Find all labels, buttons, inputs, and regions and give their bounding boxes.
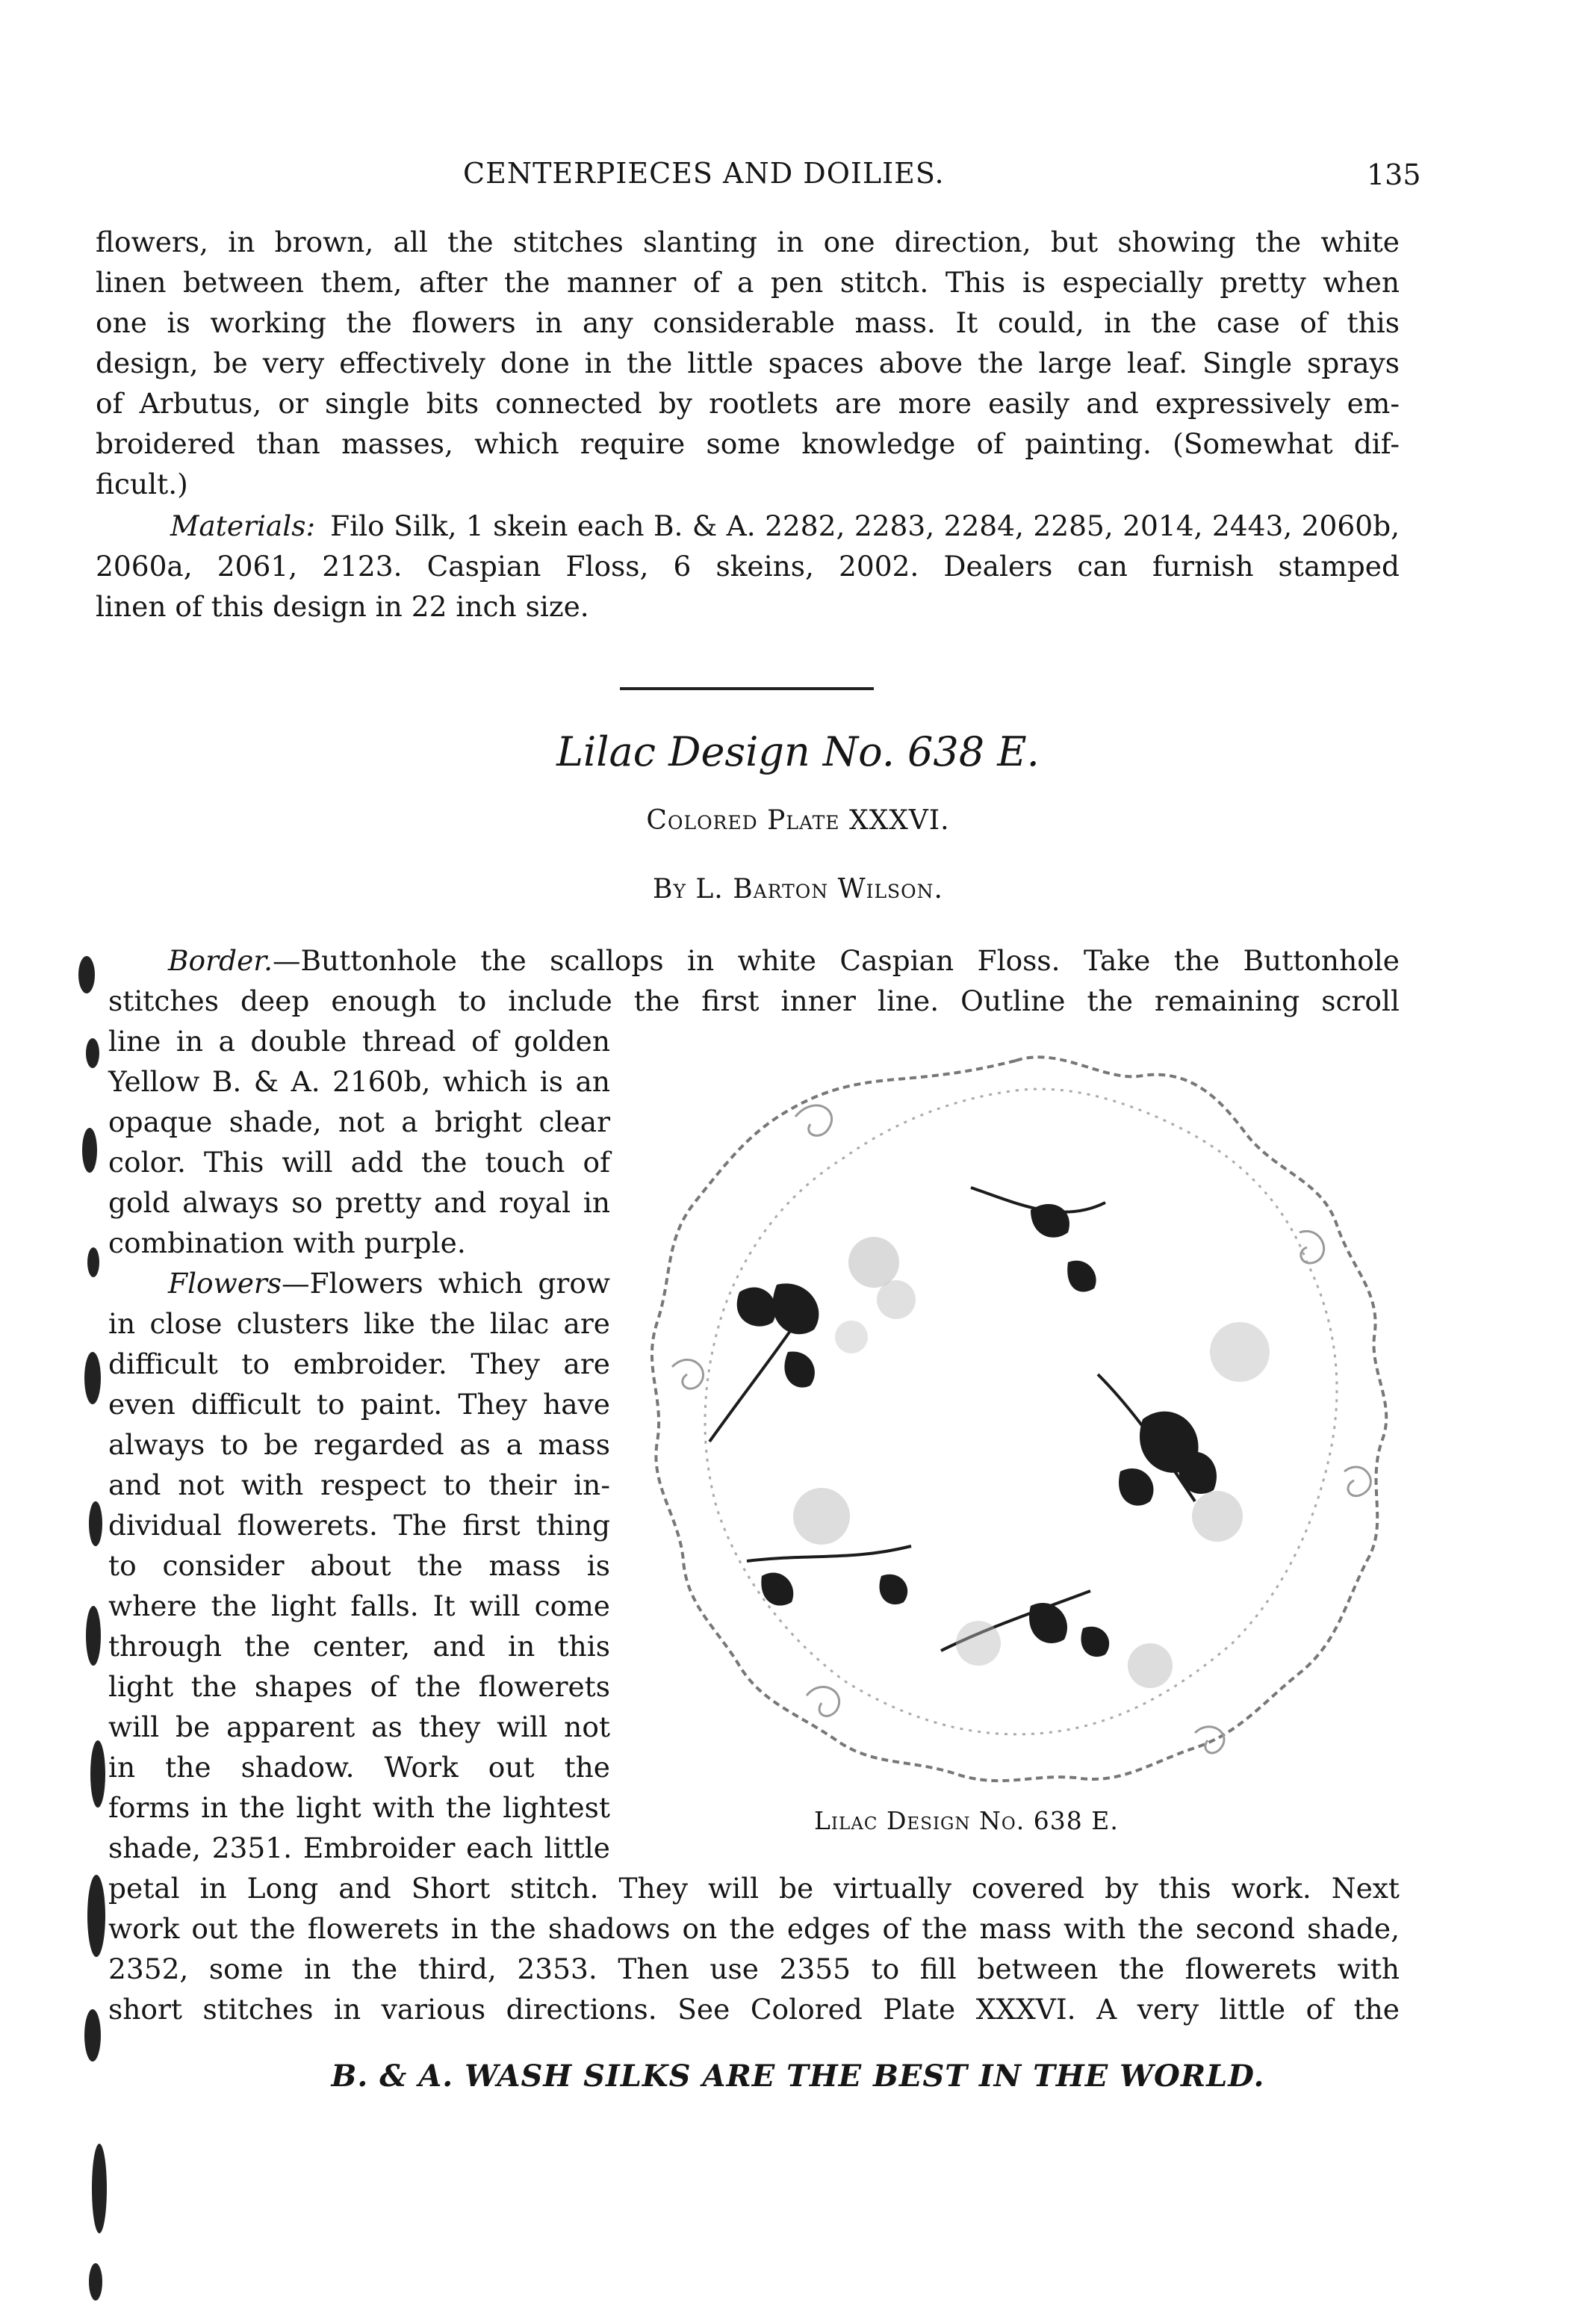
text-line: gold always so pretty and royal in [108,1186,610,1219]
text-line: broidered than masses, which require some knowledge of painting. (Somewhat dif- [96,427,1400,460]
design-title: Lilac Design No. 638 E. [556,728,1040,775]
text-line: linen between them, after the manner of a pen stitch. This is especially pretty when [96,266,1400,299]
scroll-ornaments [672,1105,1370,1753]
text-line: line in a double thread of golden [108,1025,610,1058]
text-line: design, be very effectively done in the little spaces above the large leaf. Single sprays [96,347,1400,379]
text-line: through the center, and in this [108,1630,610,1663]
text-line: even difficult to paint. They have [108,1388,610,1421]
text-line: —Flowers which grow [282,1267,610,1300]
text-line: in close clusters like the lilac are [108,1307,610,1340]
text-line: linen of this design in 22 inch size. [96,590,589,623]
section-divider [620,687,874,690]
running-header: CENTERPIECES AND DOILIES. [463,157,945,190]
doily-scalloped-border [652,1057,1386,1781]
text-line: forms in the light with the lightest [108,1791,610,1824]
text-line: flowers, in brown, all the stitches slanting in one direction, but showing the white [96,226,1400,258]
text-line: opaque shade, not a bright clear [108,1105,610,1138]
figure-caption: Lilac Design No. 638 E. [814,1806,1119,1835]
text-line: combination with purple. [108,1226,466,1259]
leaf-icon [1119,1468,1153,1506]
text-line: and not with respect to their in- [108,1468,610,1501]
text-line: short stitches in various directions. See Colored Plate XXXVI. A very little of the [108,1993,1400,2026]
flowers-label: Flowers [168,1267,282,1300]
text-line: petal in Long and Short stitch. They will be virtually covered by this work. Next [108,1872,1400,1905]
text-line: will be apparent as they will not [108,1710,610,1743]
text-line: work out the flowerets in the shadows on the edges of the mass with the second shade, [108,1912,1400,1945]
doily-inner-line [705,1089,1337,1734]
border-first-line [108,943,1400,978]
text-line: dividual flowerets. The first thing [108,1509,610,1542]
leaf-icon [1067,1261,1096,1292]
border-label: Border. [168,944,273,977]
text-line: of Arbutus, or single bits connected by rootlets are more easily and expressively em- [96,387,1400,420]
text-line: always to be regarded as a mass [108,1428,610,1461]
plate-caption: Colored Plate XXXVI. [646,805,950,836]
footer-motto: B. & A. WASH SILKS ARE THE BEST IN THE WORLD. [331,2059,1265,2094]
page-number: 135 [1367,158,1421,191]
text-line: where the light falls. It will come [108,1589,610,1622]
leaf-icon [1029,1603,1067,1643]
leaf-icon [761,1572,793,1605]
page-binding-edge [41,934,112,2311]
text-line: stitches deep enough to include the first inner line. Outline the remaining scroll [108,984,1400,1017]
leaf-icon [879,1575,907,1604]
text-line: 2060a, 2061, 2123. Caspian Floss, 6 skeins, 2002. Dealers can furnish stamped [96,550,1400,583]
text-line: to consider about the mass is [108,1549,610,1582]
text-line: color. This will add the touch of [108,1146,610,1179]
text-line: ficult.) [96,468,188,500]
text-line: difficult to embroider. They are [108,1347,610,1380]
materials-label: Materials: [170,509,316,542]
lilac-doily-illustration [627,1038,1404,1793]
text-line: in the shadow. Work out the [108,1751,610,1784]
leaf-icon [773,1283,819,1334]
materials-first-line [96,508,1400,544]
text-line: one is working the flowers in any considerable mass. It could, in the case of this [96,306,1400,339]
text-line: 2352, some in the third, 2353. Then use 2355 to fill between the flowerets with [108,1952,1400,1985]
text-line: Filo Silk, 1 skein each B. & A. 2282, 2283, 2284, 2285, 2014, 2443, 2060b, [330,509,1400,542]
text-line: Yellow B. & A. 2160b, which is an [108,1065,610,1098]
leaf-icon [1081,1627,1109,1657]
text-line: —Buttonhole the scallops in white Caspian Floss. Take the Buttonhole [272,944,1400,977]
flowers-first-line [108,1265,610,1301]
text-line: light the shapes of the flowerets [108,1670,610,1703]
byline: By L. Barton Wilson. [653,874,943,905]
leaf-icon [737,1288,776,1327]
text-line: shade, 2351. Embroider each little [108,1831,610,1864]
leaf-icon [784,1351,814,1387]
